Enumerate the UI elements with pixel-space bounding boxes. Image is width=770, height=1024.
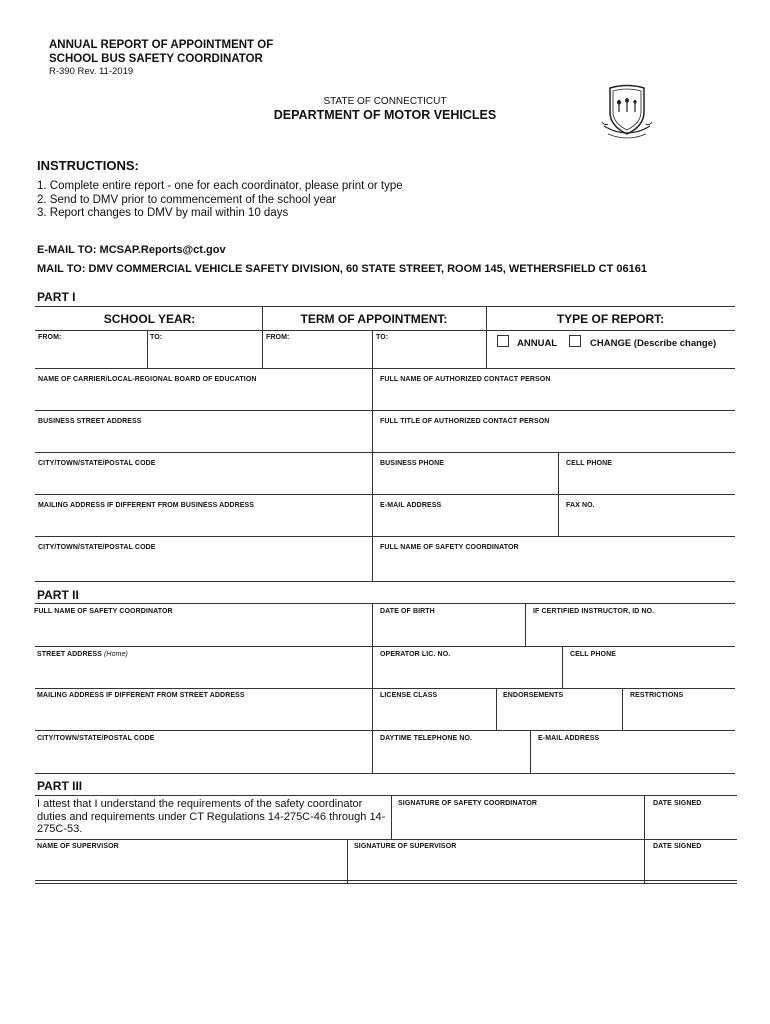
divider	[262, 306, 263, 368]
school-year-heading: SCHOOL YEAR:	[103, 312, 196, 326]
divider	[35, 603, 735, 604]
coordinator-name-field[interactable]: FULL NAME OF SAFETY COORDINATOR	[34, 608, 173, 615]
contact-name-field[interactable]: FULL NAME OF AUTHORIZED CONTACT PERSON	[380, 376, 551, 383]
instruction-item: 3. Report changes to DMV by mail within 10 days	[37, 207, 289, 219]
dob-field[interactable]: DATE OF BIRTH	[380, 608, 435, 615]
type-of-report-heading: TYPE OF REPORT:	[556, 312, 665, 326]
email-field-2[interactable]: E-MAIL ADDRESS	[538, 735, 600, 742]
business-street-field[interactable]: BUSINESS STREET ADDRESS	[38, 418, 142, 425]
date-signed-field[interactable]: DATE SIGNED	[653, 800, 702, 807]
form-title-line2: SCHOOL BUS SAFETY COORDINATOR	[49, 53, 263, 65]
divider	[147, 330, 148, 368]
cell-phone-field-2[interactable]: CELL PHONE	[570, 651, 616, 658]
divider	[530, 730, 531, 773]
attestation-text: I attest that I understand the requirements of the safety coordinator duties and requirements under CT Regulations 14-275C-46 through 14-275C-53.	[37, 798, 386, 835]
change-checkbox[interactable]	[569, 335, 581, 347]
part3-heading: PART III	[37, 779, 83, 793]
contact-title-field[interactable]: FULL TITLE OF AUTHORIZED CONTACT PERSON	[380, 418, 550, 425]
divider	[35, 839, 737, 840]
divider	[35, 688, 735, 689]
divider	[35, 306, 735, 307]
divider	[35, 452, 735, 453]
divider	[35, 730, 735, 731]
business-phone-field[interactable]: BUSINESS PHONE	[380, 460, 445, 467]
part2-heading: PART II	[37, 588, 79, 602]
divider	[35, 494, 735, 495]
change-label: CHANGE (Describe change)	[590, 338, 717, 349]
divider	[35, 880, 737, 881]
divider	[622, 688, 623, 730]
annual-checkbox[interactable]	[497, 335, 509, 347]
form-title-line1: ANNUAL REPORT OF APPOINTMENT OF	[49, 39, 274, 51]
divider	[372, 330, 373, 368]
carrier-name-field[interactable]: NAME OF CARRIER/LOCAL-REGIONAL BOARD OF EDUCATION	[38, 376, 257, 383]
street-home-note: (Home)	[103, 651, 128, 658]
school-year-from-field[interactable]: FROM:	[38, 334, 62, 341]
form-title	[49, 38, 273, 66]
city-state-field[interactable]: CITY/TOWN/STATE/POSTAL CODE	[38, 460, 156, 467]
divider	[558, 452, 559, 536]
divider	[372, 368, 373, 582]
divider	[35, 410, 735, 411]
instruction-item: 2. Send to DMV prior to commencement of the school year	[37, 193, 337, 206]
divider	[35, 646, 735, 647]
divider	[35, 883, 737, 884]
street-address-field[interactable]	[37, 651, 128, 658]
date-signed-field-2[interactable]: DATE SIGNED	[653, 843, 702, 850]
divider	[496, 688, 497, 730]
instruction-item: 1. Complete entire report - one for each coordinator, please print or type	[37, 180, 403, 192]
divider	[35, 368, 735, 369]
divider	[391, 795, 392, 839]
divider	[35, 773, 735, 774]
school-year-to-field[interactable]: TO:	[150, 334, 163, 341]
cell-phone-field[interactable]: CELL PHONE	[566, 460, 612, 467]
coordinator-signature-field[interactable]: SIGNATURE OF SAFETY COORDINATOR	[398, 800, 538, 807]
mail-to-line: MAIL TO: DMV COMMERCIAL VEHICLE SAFETY DIVISION, 60 STATE STREET, ROOM 145, WETHERSFIELD CT 06161	[37, 263, 647, 275]
divider	[486, 306, 487, 368]
safety-coordinator-field[interactable]: FULL NAME OF SAFETY COORDINATOR	[380, 544, 519, 551]
endorsements-field[interactable]: ENDORSEMENTS	[503, 692, 564, 699]
mailing-address-field[interactable]: MAILING ADDRESS IF DIFFERENT FROM BUSINESS ADDRESS	[38, 502, 255, 509]
restrictions-field[interactable]: RESTRICTIONS	[630, 692, 684, 699]
state-name: STATE OF CONNECTICUT	[323, 96, 447, 107]
fax-field[interactable]: FAX NO.	[566, 502, 595, 509]
divider	[525, 603, 526, 646]
divider	[35, 330, 735, 331]
divider	[347, 839, 348, 883]
mailing-address-field-2[interactable]: MAILING ADDRESS IF DIFFERENT FROM STREET ADDRESS	[37, 692, 245, 699]
supervisor-signature-field[interactable]: SIGNATURE OF SUPERVISOR	[354, 843, 457, 850]
divider	[35, 795, 737, 796]
divider	[35, 536, 735, 537]
term-to-field[interactable]: TO:	[376, 334, 389, 341]
part1-heading: PART I	[37, 290, 76, 304]
email-field[interactable]: E-MAIL ADDRESS	[380, 502, 442, 509]
city-state-field-2[interactable]: CITY/TOWN/STATE/POSTAL CODE	[38, 544, 156, 551]
form-number: R-390 Rev. 11-2019	[49, 66, 134, 77]
term-from-field[interactable]: FROM:	[266, 334, 290, 341]
state-seal-icon	[596, 82, 658, 144]
city-state-field-3[interactable]: CITY/TOWN/STATE/POSTAL CODE	[37, 735, 155, 742]
instructions-list	[37, 180, 403, 221]
supervisor-name-field[interactable]: NAME OF SUPERVISOR	[37, 843, 119, 850]
divider	[562, 646, 563, 688]
divider	[35, 581, 735, 582]
annual-label: ANNUAL	[517, 338, 558, 349]
street-address-label: STREET ADDRESS	[37, 651, 102, 658]
daytime-phone-field[interactable]: DAYTIME TELEPHONE NO.	[380, 735, 473, 742]
term-of-appointment-heading: TERM OF APPOINTMENT:	[300, 312, 448, 326]
operator-lic-field[interactable]: OPERATOR LIC. NO.	[380, 651, 451, 658]
instructions-heading: INSTRUCTIONS:	[37, 158, 139, 173]
instructor-id-field[interactable]: IF CERTIFIED INSTRUCTOR, ID NO.	[533, 608, 655, 615]
email-to-line: E-MAIL TO: MCSAP.Reports@ct.gov	[37, 244, 226, 256]
department-name: DEPARTMENT OF MOTOR VEHICLES	[273, 108, 497, 122]
license-class-field[interactable]: LICENSE CLASS	[380, 692, 438, 699]
